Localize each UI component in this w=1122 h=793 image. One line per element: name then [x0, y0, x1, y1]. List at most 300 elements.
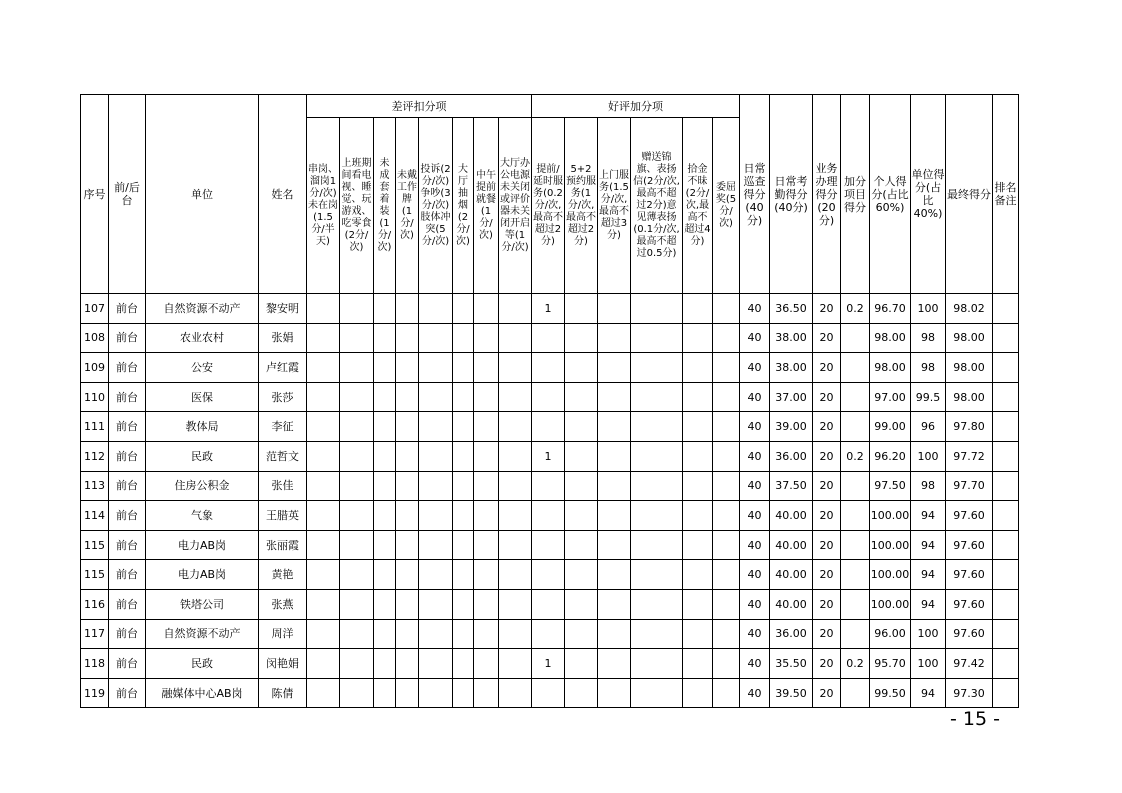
cell-empty	[683, 412, 713, 442]
cell-seq: 118	[81, 649, 109, 679]
cell-rank-note	[993, 678, 1019, 708]
cell-bonus: 0.2	[841, 441, 870, 471]
cell-unit-score: 98	[911, 471, 946, 501]
cell-unit: 气象	[146, 501, 259, 531]
cell-empty	[499, 294, 532, 324]
cell-final: 97.60	[946, 501, 993, 531]
cell-daily: 40	[740, 471, 770, 501]
cell-name: 王腊英	[259, 501, 307, 531]
cell-empty	[396, 412, 419, 442]
cell-empty	[340, 353, 374, 383]
cell-unit-score: 98	[911, 323, 946, 353]
cell-empty	[340, 678, 374, 708]
cell-unit-score: 100	[911, 294, 946, 324]
header-daily-check: 日常巡查得分(40分)	[740, 95, 770, 294]
cell-empty	[631, 589, 683, 619]
cell-final: 97.60	[946, 560, 993, 590]
cell-empty	[499, 353, 532, 383]
header-bonus-item: 提前/延时服务(0.2分/次,最高不超过2分)	[532, 118, 565, 294]
cell-empty	[340, 560, 374, 590]
cell-empty	[396, 530, 419, 560]
cell-empty	[474, 353, 499, 383]
cell-empty	[683, 323, 713, 353]
cell-desk: 前台	[109, 678, 146, 708]
cell-empty	[374, 530, 396, 560]
cell-empty	[598, 560, 631, 590]
header-deduct-item: 上班期间看电视、睡觉、玩游戏、吃零食(2分/次)	[340, 118, 374, 294]
cell-bonus: 0.2	[841, 649, 870, 679]
table-row	[81, 412, 1019, 442]
cell-empty	[419, 382, 453, 412]
cell-empty	[565, 649, 598, 679]
cell-empty	[374, 501, 396, 531]
cell-unit-score: 94	[911, 560, 946, 590]
cell-final: 98.00	[946, 323, 993, 353]
cell-empty	[307, 412, 340, 442]
cell-name: 黎安明	[259, 294, 307, 324]
cell-daily: 40	[740, 412, 770, 442]
header-final: 最终得分	[946, 95, 993, 294]
cell-empty	[374, 560, 396, 590]
cell-empty	[453, 294, 474, 324]
cell-business: 20	[813, 441, 841, 471]
cell-seq: 113	[81, 471, 109, 501]
cell-empty	[499, 560, 532, 590]
cell-empty	[307, 678, 340, 708]
cell-name: 闵艳娟	[259, 649, 307, 679]
cell-empty	[565, 530, 598, 560]
cell-empty	[631, 678, 683, 708]
cell-unit: 农业农村	[146, 323, 259, 353]
cell-empty	[631, 649, 683, 679]
cell-unit: 融媒体中心AB岗	[146, 678, 259, 708]
cell-empty	[396, 560, 419, 590]
cell-empty	[683, 353, 713, 383]
cell-empty	[565, 441, 598, 471]
cell-unit: 铁塔公司	[146, 589, 259, 619]
cell-final: 98.02	[946, 294, 993, 324]
cell-empty	[499, 382, 532, 412]
cell-rank-note	[993, 501, 1019, 531]
cell-empty	[396, 382, 419, 412]
cell-empty	[374, 649, 396, 679]
cell-empty	[565, 294, 598, 324]
cell-daily: 40	[740, 353, 770, 383]
cell-seq: 107	[81, 294, 109, 324]
cell-empty	[713, 323, 740, 353]
cell-unit: 民政	[146, 649, 259, 679]
header-unit-score: 单位得分(占比40%)	[911, 95, 946, 294]
cell-attend: 39.50	[770, 678, 813, 708]
header-bonus-item: 赠送锦旗、表扬信(2分/次,最高不超过2分)意见薄表扬(0.1分/次,最高不超过0.5分)	[631, 118, 683, 294]
header-deduct-item: 串岗、溜岗1分/次)未在岗(1.5分/半天)	[307, 118, 340, 294]
cell-empty	[453, 412, 474, 442]
cell-rank-note	[993, 412, 1019, 442]
cell-seq: 115	[81, 560, 109, 590]
table-row	[81, 619, 1019, 649]
cell-final: 98.00	[946, 382, 993, 412]
cell-empty	[683, 530, 713, 560]
cell-desk: 前台	[109, 530, 146, 560]
cell-attend: 39.00	[770, 412, 813, 442]
cell-name: 张佳	[259, 471, 307, 501]
cell-desk: 前台	[109, 441, 146, 471]
cell-final: 97.72	[946, 441, 993, 471]
cell-attend: 37.00	[770, 382, 813, 412]
cell-empty	[453, 501, 474, 531]
cell-extend-service	[532, 323, 565, 353]
cell-rank-note	[993, 441, 1019, 471]
cell-empty	[340, 649, 374, 679]
cell-attend: 36.50	[770, 294, 813, 324]
cell-empty	[419, 619, 453, 649]
cell-empty	[453, 441, 474, 471]
cell-empty	[396, 441, 419, 471]
header-desk: 前/后台	[109, 95, 146, 294]
cell-empty	[453, 589, 474, 619]
cell-empty	[340, 501, 374, 531]
cell-empty	[713, 294, 740, 324]
cell-rank-note	[993, 323, 1019, 353]
cell-personal: 99.50	[870, 678, 911, 708]
cell-business: 20	[813, 382, 841, 412]
cell-empty	[419, 589, 453, 619]
cell-empty	[683, 471, 713, 501]
cell-empty	[453, 382, 474, 412]
cell-personal: 100.00	[870, 560, 911, 590]
cell-unit: 自然资源不动产	[146, 294, 259, 324]
cell-seq: 112	[81, 441, 109, 471]
table-row	[81, 382, 1019, 412]
cell-personal: 96.20	[870, 441, 911, 471]
header-personal: 个人得分(占比60%)	[870, 95, 911, 294]
cell-seq: 117	[81, 619, 109, 649]
cell-attend: 38.00	[770, 323, 813, 353]
cell-empty	[474, 560, 499, 590]
cell-bonus	[841, 323, 870, 353]
cell-personal: 100.00	[870, 589, 911, 619]
cell-desk: 前台	[109, 589, 146, 619]
table-row	[81, 560, 1019, 590]
cell-empty	[419, 323, 453, 353]
cell-empty	[340, 294, 374, 324]
cell-empty	[474, 649, 499, 679]
header-name: 姓名	[259, 95, 307, 294]
cell-empty	[499, 678, 532, 708]
cell-business: 20	[813, 294, 841, 324]
cell-bonus: 0.2	[841, 294, 870, 324]
cell-empty	[307, 589, 340, 619]
cell-desk: 前台	[109, 471, 146, 501]
cell-empty	[631, 353, 683, 383]
table-row	[81, 441, 1019, 471]
cell-empty	[499, 501, 532, 531]
cell-empty	[340, 412, 374, 442]
cell-empty	[631, 412, 683, 442]
cell-rank-note	[993, 294, 1019, 324]
cell-empty	[340, 619, 374, 649]
cell-rank-note	[993, 530, 1019, 560]
cell-empty	[419, 560, 453, 590]
cell-empty	[499, 619, 532, 649]
cell-bonus	[841, 530, 870, 560]
cell-empty	[499, 649, 532, 679]
cell-attend: 37.50	[770, 471, 813, 501]
cell-business: 20	[813, 412, 841, 442]
cell-daily: 40	[740, 294, 770, 324]
cell-empty	[683, 560, 713, 590]
cell-empty	[713, 382, 740, 412]
cell-personal: 96.70	[870, 294, 911, 324]
cell-empty	[474, 678, 499, 708]
cell-name: 张莎	[259, 382, 307, 412]
cell-attend: 40.00	[770, 589, 813, 619]
cell-empty	[598, 649, 631, 679]
cell-name: 张娟	[259, 323, 307, 353]
cell-empty	[396, 649, 419, 679]
cell-seq: 116	[81, 589, 109, 619]
cell-personal: 99.00	[870, 412, 911, 442]
header-bonus-score: 加分项目得分	[841, 95, 870, 294]
cell-empty	[396, 323, 419, 353]
cell-seq: 114	[81, 501, 109, 531]
cell-empty	[374, 441, 396, 471]
cell-empty	[474, 471, 499, 501]
cell-rank-note	[993, 619, 1019, 649]
table-row	[81, 501, 1019, 531]
cell-rank-note	[993, 560, 1019, 590]
cell-empty	[713, 353, 740, 383]
cell-empty	[474, 501, 499, 531]
cell-daily: 40	[740, 382, 770, 412]
cell-empty	[683, 441, 713, 471]
score-table	[80, 94, 1019, 708]
cell-empty	[307, 501, 340, 531]
cell-empty	[453, 323, 474, 353]
cell-unit-score: 94	[911, 501, 946, 531]
cell-daily: 40	[740, 649, 770, 679]
cell-empty	[499, 530, 532, 560]
cell-final: 97.30	[946, 678, 993, 708]
cell-empty	[474, 294, 499, 324]
table-row	[81, 323, 1019, 353]
cell-empty	[374, 471, 396, 501]
header-unit: 单位	[146, 95, 259, 294]
cell-empty	[631, 471, 683, 501]
cell-name: 黄艳	[259, 560, 307, 590]
cell-empty	[374, 294, 396, 324]
cell-empty	[565, 382, 598, 412]
cell-empty	[474, 382, 499, 412]
cell-desk: 前台	[109, 649, 146, 679]
cell-empty	[374, 589, 396, 619]
cell-personal: 95.70	[870, 649, 911, 679]
cell-empty	[396, 353, 419, 383]
cell-empty	[598, 530, 631, 560]
cell-empty	[598, 501, 631, 531]
cell-empty	[340, 589, 374, 619]
cell-empty	[474, 323, 499, 353]
cell-personal: 98.00	[870, 323, 911, 353]
cell-empty	[631, 323, 683, 353]
cell-empty	[631, 530, 683, 560]
cell-empty	[598, 589, 631, 619]
cell-final: 97.70	[946, 471, 993, 501]
cell-empty	[631, 619, 683, 649]
cell-name: 张丽霞	[259, 530, 307, 560]
cell-empty	[713, 530, 740, 560]
cell-empty	[713, 678, 740, 708]
cell-empty	[453, 619, 474, 649]
cell-attend: 38.00	[770, 353, 813, 383]
cell-business: 20	[813, 589, 841, 619]
cell-attend: 40.00	[770, 501, 813, 531]
cell-empty	[307, 471, 340, 501]
cell-unit-score: 94	[911, 530, 946, 560]
cell-empty	[396, 678, 419, 708]
cell-empty	[453, 649, 474, 679]
cell-desk: 前台	[109, 323, 146, 353]
cell-unit: 民政	[146, 441, 259, 471]
cell-unit-score: 98	[911, 353, 946, 383]
cell-empty	[396, 471, 419, 501]
cell-empty	[340, 441, 374, 471]
cell-desk: 前台	[109, 560, 146, 590]
cell-unit: 教体局	[146, 412, 259, 442]
cell-empty	[307, 619, 340, 649]
cell-empty	[683, 678, 713, 708]
cell-empty	[307, 560, 340, 590]
header-bonus-item: 拾金不昧(2分/次,最高不超过4分)	[683, 118, 713, 294]
cell-seq: 111	[81, 412, 109, 442]
cell-bonus	[841, 589, 870, 619]
cell-empty	[340, 323, 374, 353]
cell-extend-service	[532, 471, 565, 501]
cell-empty	[683, 619, 713, 649]
cell-empty	[631, 560, 683, 590]
cell-empty	[713, 560, 740, 590]
cell-empty	[565, 501, 598, 531]
cell-empty	[631, 294, 683, 324]
cell-extend-service	[532, 560, 565, 590]
cell-personal: 97.00	[870, 382, 911, 412]
cell-empty	[396, 589, 419, 619]
cell-empty	[598, 678, 631, 708]
cell-empty	[374, 619, 396, 649]
cell-empty	[419, 678, 453, 708]
cell-daily: 40	[740, 323, 770, 353]
cell-rank-note	[993, 589, 1019, 619]
cell-name: 周洋	[259, 619, 307, 649]
cell-empty	[598, 412, 631, 442]
cell-empty	[307, 441, 340, 471]
cell-final: 97.80	[946, 412, 993, 442]
cell-extend-service: 1	[532, 441, 565, 471]
cell-daily: 40	[740, 560, 770, 590]
cell-desk: 前台	[109, 353, 146, 383]
cell-empty	[598, 294, 631, 324]
cell-empty	[499, 441, 532, 471]
cell-extend-service	[532, 619, 565, 649]
cell-empty	[565, 560, 598, 590]
cell-empty	[474, 589, 499, 619]
header-deduct-item: 未成套着装(1分/次)	[374, 118, 396, 294]
cell-rank-note	[993, 471, 1019, 501]
cell-empty	[453, 530, 474, 560]
cell-empty	[631, 441, 683, 471]
cell-extend-service	[532, 530, 565, 560]
table-row	[81, 530, 1019, 560]
cell-empty	[340, 471, 374, 501]
cell-personal: 96.00	[870, 619, 911, 649]
cell-business: 20	[813, 471, 841, 501]
cell-unit-score: 94	[911, 589, 946, 619]
cell-empty	[499, 589, 532, 619]
cell-name: 陈倩	[259, 678, 307, 708]
cell-empty	[713, 649, 740, 679]
table-row	[81, 678, 1019, 708]
cell-empty	[374, 678, 396, 708]
cell-empty	[396, 619, 419, 649]
cell-attend: 40.00	[770, 560, 813, 590]
cell-extend-service: 1	[532, 649, 565, 679]
cell-empty	[683, 294, 713, 324]
cell-daily: 40	[740, 678, 770, 708]
cell-personal: 100.00	[870, 530, 911, 560]
cell-empty	[713, 501, 740, 531]
cell-bonus	[841, 353, 870, 383]
cell-empty	[374, 382, 396, 412]
cell-empty	[565, 412, 598, 442]
cell-empty	[565, 619, 598, 649]
cell-unit: 自然资源不动产	[146, 619, 259, 649]
cell-empty	[713, 619, 740, 649]
cell-empty	[499, 323, 532, 353]
cell-rank-note	[993, 382, 1019, 412]
header-deduct-group: 差评扣分项	[307, 95, 532, 118]
header-rank-note: 排名备注	[993, 95, 1019, 294]
cell-seq: 110	[81, 382, 109, 412]
cell-empty	[683, 501, 713, 531]
cell-empty	[499, 471, 532, 501]
cell-bonus	[841, 678, 870, 708]
cell-empty	[565, 353, 598, 383]
cell-empty	[419, 412, 453, 442]
cell-empty	[453, 471, 474, 501]
cell-empty	[419, 649, 453, 679]
cell-bonus	[841, 501, 870, 531]
header-business: 业务办理得分(20分)	[813, 95, 841, 294]
cell-empty	[374, 353, 396, 383]
cell-business: 20	[813, 649, 841, 679]
cell-empty	[598, 323, 631, 353]
cell-personal: 98.00	[870, 353, 911, 383]
cell-empty	[713, 589, 740, 619]
cell-empty	[713, 412, 740, 442]
cell-empty	[453, 560, 474, 590]
cell-seq: 115	[81, 530, 109, 560]
cell-empty	[453, 678, 474, 708]
table-row	[81, 649, 1019, 679]
cell-empty	[419, 353, 453, 383]
cell-name: 李征	[259, 412, 307, 442]
cell-unit-score: 99.5	[911, 382, 946, 412]
cell-attend: 36.00	[770, 441, 813, 471]
cell-seq: 109	[81, 353, 109, 383]
cell-desk: 前台	[109, 501, 146, 531]
cell-desk: 前台	[109, 382, 146, 412]
cell-empty	[307, 323, 340, 353]
